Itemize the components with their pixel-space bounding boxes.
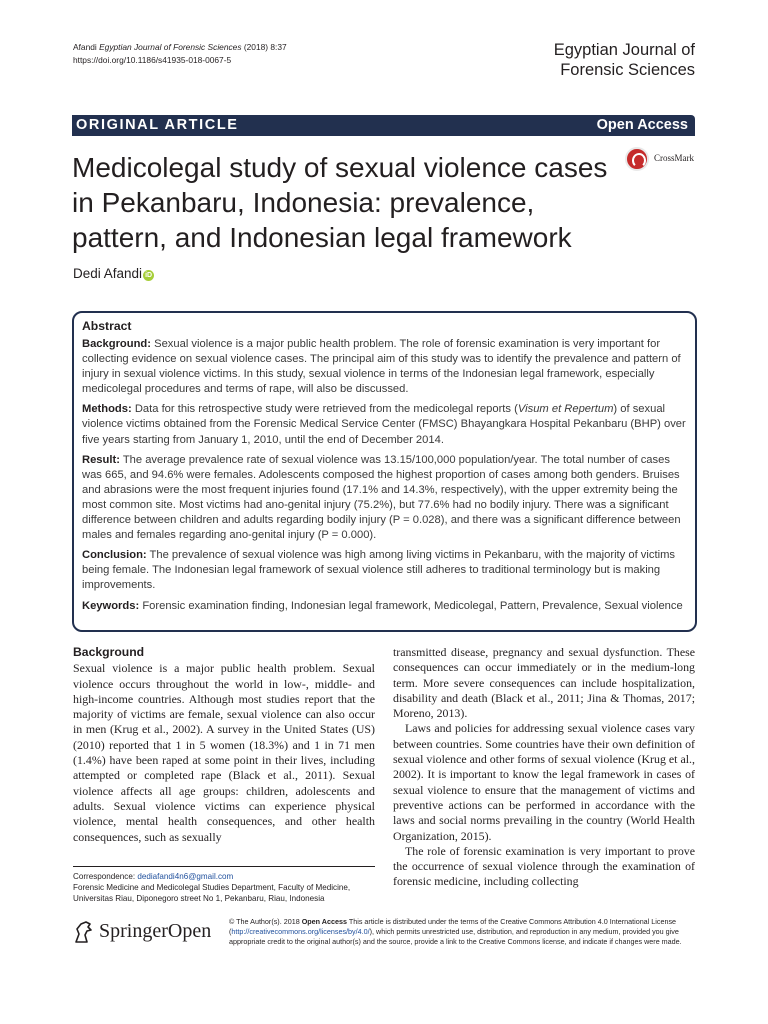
doi-link[interactable]: https://doi.org/10.1186/s41935-018-0067-5: [73, 55, 232, 65]
license-text-a: This article is distributed under the terms of the Creative Commons Attribution 4.0 International License (: [229, 917, 677, 937]
author-name[interactable]: Dedi Afandi: [73, 266, 143, 281]
abstract-background: [82, 337, 689, 397]
methods-italic: Visum et Repertum: [517, 403, 614, 416]
title-line-3: pattern, and Indonesian legal framework: [72, 222, 572, 253]
correspondence-email[interactable]: dediafandi4n6@gmail.com: [137, 872, 234, 881]
crossmark-label: CrossMark: [654, 153, 694, 163]
citation-year-volume: (2018) 8:37: [243, 42, 287, 52]
license-open-access: Open Access: [301, 917, 347, 926]
citation-author: Afandi: [73, 42, 97, 52]
citation: [73, 41, 287, 67]
affiliation-line-1: Forensic Medicine and Medicolegal Studies Department, Faculty of Medicine,: [73, 883, 351, 892]
abstract-conclusion: [82, 548, 689, 593]
author-line: [73, 266, 154, 281]
result-label: Result:: [82, 453, 120, 466]
article-type: ORIGINAL ARTICLE: [76, 117, 239, 133]
background-label: Background:: [82, 338, 151, 350]
title-line-1: Medicolegal study of sexual violence cases: [72, 152, 608, 183]
background-text: Sexual violence is a major public health problem. The role of forensic examination is very important for collecting evidence on sexual violence cases. The principal aim of this study was to identify the prevalence and pattern of injury in sexual violence victims. In this study, sexual violence in terms of the Indonesian legal framework, especially medicolegal procedures and terms of rape, will also be discussed.: [82, 338, 681, 396]
license-text-b: ), which permits unrestricted use, distribution, and reproduction in any medium, provided you give appropriate credit to the original author(s) and the source, provide a link to the Creative Commons license, and indicate if changes were made.: [229, 927, 682, 947]
journal-name-line-1: Egyptian Journal of: [553, 41, 695, 59]
methods-text-b: ) of sexual violence victims obtained from the Forensic Medical Service Center (FMSC) Bhayangkara Hospital Pekanbaru (BHP) over five years starting from January 1, 2010, until the end of December 2014.: [82, 403, 686, 446]
abstract-result: [82, 453, 689, 544]
license-link[interactable]: http://creativecommons.org/licenses/by/4.0/: [231, 927, 370, 937]
body-right-column: [393, 645, 695, 890]
citation-journal: Egyptian Journal of Forensic Sciences: [99, 42, 242, 52]
body-left-column: [73, 645, 375, 845]
springer-open-logo: [73, 918, 223, 948]
methods-text-a: Data for this retrospective study were retrieved from the medicolegal reports (: [134, 403, 518, 416]
body-paragraph-1: Sexual violence is a major public health problem. Sexual violence occurs throughout the world in low-, middle- and high-income countries. Although most studies report that the majority of victims are female, sexual violence can also occur in men (Krug et al., 2002). A survey in the United States (US) (2010) reported that 1 in 5 women (18.3%) and 1 in 71 men (1.4%) have been raped at some point in their lives, including attempted or completed rape (Black et al., 2011). Sexual violence affects all age groups: children, adolescents and adults. Sexual violence victims can experience physical violence, mental health consequences, and other health consequences, such as sexually: [73, 661, 375, 844]
journal-name-line-2: Forensic Sciences: [560, 61, 695, 79]
body-paragraph-2: transmitted disease, pregnancy and sexual dysfunction. These consequences can occur immediately or in the medium-long term. More severe consequences can include hospitalization, disability and death (Black et al., 2011; Jina & Thomas, 2017; Moreno, 2013).: [393, 645, 695, 721]
footnote-divider: [73, 866, 375, 867]
correspondence: [73, 871, 383, 904]
springer-horse-icon: [73, 920, 95, 944]
background-heading: Background: [73, 645, 145, 659]
orcid-icon[interactable]: iD: [145, 272, 153, 279]
body-paragraph-4: The role of forensic examination is very important to prove the occurrence of sexual violence through the examination of forensic medicine, including collecting: [393, 843, 695, 889]
journal-name: [554, 40, 695, 80]
abstract-keywords: [82, 599, 689, 614]
crossmark-badge[interactable]: [625, 145, 715, 175]
article-title: [72, 150, 632, 255]
methods-label: Methods:: [82, 403, 132, 416]
abstract-methods: [82, 402, 689, 447]
publisher-name: Springer: [99, 920, 168, 942]
correspondence-label: Correspondence:: [73, 872, 136, 881]
license-copyright: © The Author(s). 2018: [229, 917, 300, 926]
body-paragraph-3: Laws and policies for addressing sexual violence cases vary between countries. Some countries have their own definition of sexual violence and other forms of sexual violence (Krug et al., 2002). It is important to know the legal framework in cases of sexual violence to ensure that the management of victims and preventive actions can be performed in accordance with the laws and social norms prevailing in the country (World Health Organization, 2015).: [393, 721, 695, 843]
keywords-label: Keywords:: [82, 599, 140, 612]
license-notice: [229, 917, 695, 948]
conclusion-label: Conclusion:: [82, 549, 147, 562]
conclusion-text: The prevalence of sexual violence was high among living victims in Pekanbaru, with the majority of victims being female. The Indonesian legal framework of sexual violence still adheres to traditional terminology but is making improvements.: [82, 549, 675, 592]
affiliation-line-2: Universitas Riau, Diponegoro street No 1, Pekanbaru, Riau, Indonesia: [73, 894, 325, 903]
abstract-box: [72, 311, 697, 632]
keywords-text: Forensic examination finding, Indonesian legal framework, Medicolegal, Pattern, Prevalence, Sexual violence: [142, 599, 683, 612]
result-text: The average prevalence rate of sexual violence was 13.15/100,000 population/year. The total number of cases was 665, and 94.6% were females. Adolescents composed the highest proportion of cases among both genders. Bruises and abrasions were the most frequent injuries found (17.1% and 14.3%, respectively), with the upper extremity being the most common site. Most victims had ano-genital injury (75.2%), but 77.6% had no bodily injury. There was a significant difference between children and adults regarding bodily injury (P = 0.028), and there was a significant difference between males and females regarding ano-genital injury (P = 0.000).: [82, 453, 681, 542]
article-type-bar: [72, 115, 695, 136]
open-access-label: Open Access: [596, 117, 688, 133]
crossmark-icon: [625, 147, 649, 171]
title-line-2: in Pekanbaru, Indonesia: prevalence,: [72, 187, 535, 218]
publisher-open: Open: [167, 920, 212, 942]
abstract-heading: Abstract: [82, 319, 132, 333]
